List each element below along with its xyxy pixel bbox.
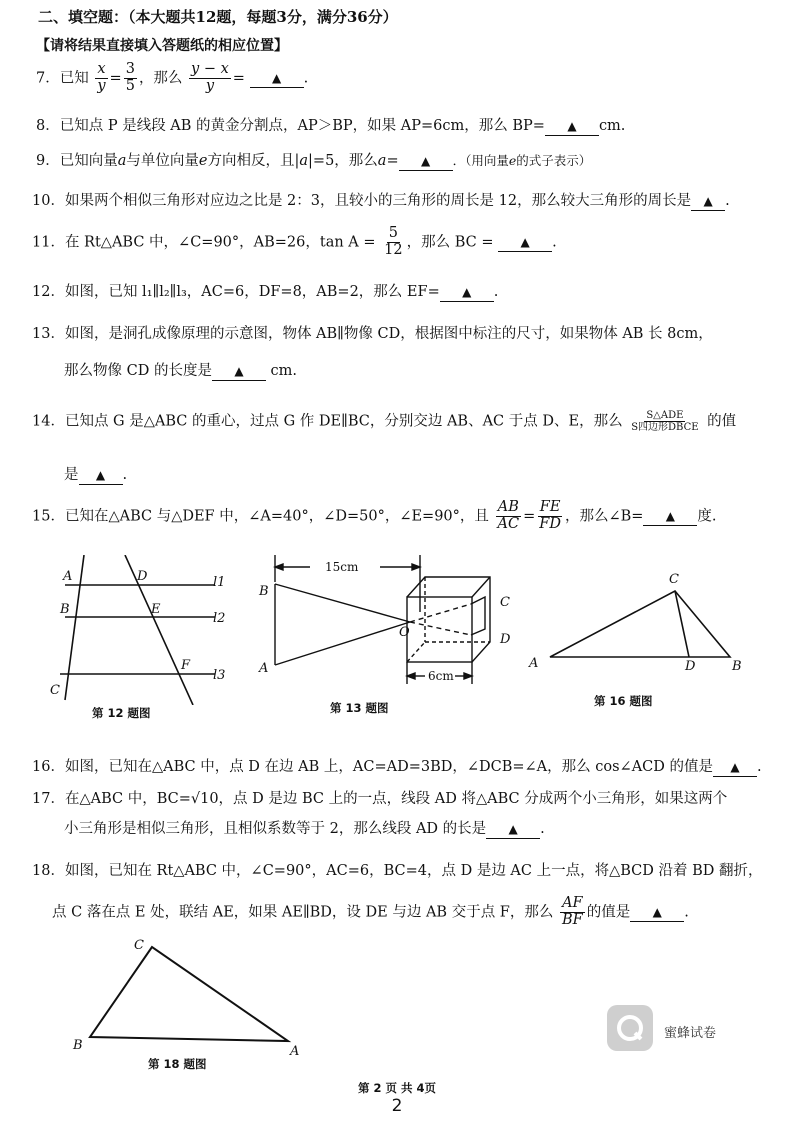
- label-c: C: [500, 595, 510, 610]
- answer-blank: ▲: [399, 154, 453, 171]
- answer-blank: ▲: [250, 71, 304, 88]
- question-15: 15．已知在△ABC 与△DEF 中，∠A=40°，∠D=50°，∠E=90°，且 $\frac{AB}{AC}$ = $\frac{FE}{FD}$ ，那么∠B= ▲ 度.: [32, 499, 717, 532]
- question-13-line2: 那么物像 CD 的长度是 ▲ cm.: [64, 363, 298, 379]
- image-cd: [471, 597, 485, 635]
- question-17-line1: 17．在△ABC 中，BC=√10，点 D 是边 BC 上的一点，线段 AD 将△ABC 分成两个小三角形，如果这两个: [32, 791, 728, 807]
- watermark-text: 蜜蜂试卷: [664, 1026, 717, 1041]
- label-b: B: [60, 602, 70, 617]
- section-title: 二、填空题：（本大题共12题，每题3分，满分36分）: [38, 8, 398, 26]
- question-18-line2: 点 C 落在点 E 处，联结 AE，如果 AE∥BD，设 DE 与边 AB 交于点 F，那么 $\frac{AF}{BF}$ 的值是 ▲ .: [52, 895, 689, 928]
- segment-cd: [675, 591, 689, 657]
- answer-blank: ▲: [713, 760, 757, 777]
- figure-12-caption: 第 12 题图: [92, 706, 151, 720]
- question-16: 16．如图，已知在△ABC 中，点 D 在边 AB 上，AC=AD=3BD，∠DCB=∠A，那么 cos∠ACD 的值是 ▲ .: [32, 759, 762, 775]
- label-a: A: [529, 656, 539, 671]
- question-14-line2: 是 ▲ .: [64, 467, 128, 483]
- answer-blank: ▲: [630, 905, 684, 922]
- question-7: 7．已知 $\frac{x}{y}$ = $\frac{3}{5}$ ，那么 $\frac{y - x}{y}$ = ▲ .: [36, 61, 309, 94]
- label-b: B: [259, 584, 269, 599]
- label-c: C: [134, 938, 144, 953]
- figure-16: [525, 565, 755, 680]
- answer-blank: ▲: [691, 194, 725, 211]
- question-12: 12．如图，已知 l₁∥l₂∥l₃，AC=6，DF=8，AB=2，那么 EF= ▲ .: [32, 284, 499, 300]
- question-17-line2: 小三角形是相似三角形，且相似系数等于 2，那么线段 AD 的长是 ▲ .: [64, 821, 545, 837]
- figure-13: [255, 552, 525, 692]
- label-o: O: [399, 625, 410, 640]
- label-a: A: [259, 661, 269, 676]
- label-c: C: [50, 683, 60, 698]
- figure-18-caption: 第 18 题图: [148, 1057, 207, 1071]
- label-f: F: [181, 658, 191, 673]
- question-10: 10．如果两个相似三角形对应边之比是 2：3，且较小的三角形的周长是 12，那么较大三角形的周长是 ▲ .: [32, 193, 730, 209]
- label-l2: l2: [213, 611, 226, 626]
- answer-blank: ▲: [79, 468, 123, 485]
- label-b: B: [732, 659, 742, 674]
- label-l1: l1: [213, 575, 226, 590]
- bee-logo-icon: [607, 1005, 653, 1051]
- label-b: B: [73, 1038, 83, 1053]
- answer-blank: ▲: [643, 509, 697, 526]
- label-a: A: [63, 569, 73, 584]
- answer-blank: ▲: [498, 235, 552, 252]
- triangle-cba: [90, 947, 288, 1041]
- page-footer: 第 2 页 共 4页: [357, 1081, 437, 1095]
- label-e: E: [151, 602, 161, 617]
- question-13-line1: 13．如图，是洞孔成像原理的示意图，物体 AB∥物像 CD，根据图中标注的尺寸，如果物体 AB 长 8cm，: [32, 326, 713, 342]
- label-d: D: [500, 632, 511, 647]
- transversal-df: [125, 555, 193, 705]
- triangle-abc: [550, 591, 730, 657]
- answer-blank: ▲: [440, 285, 494, 302]
- figure-16-caption: 第 16 题图: [594, 694, 653, 708]
- figure-18: [70, 935, 310, 1060]
- section-instruction: 【请将结果直接填入答题纸的相应位置】: [36, 38, 288, 54]
- label-d: D: [685, 659, 696, 674]
- page-number: 2: [391, 1096, 403, 1116]
- question-11: 11．在 Rt△ABC 中，∠C=90°，AB=26，tan A = $\frac{5}{12}$ ，那么 BC = ▲ .: [32, 225, 557, 258]
- label-a: A: [290, 1044, 300, 1059]
- dim-label-15cm: 15cm: [325, 560, 359, 574]
- question-14-line1: 14．已知点 G 是△ABC 的重心，过点 G 作 DE∥BC，分别交边 AB、AC 于点 D、E，那么 $\frac{\text{S△ADE}}{\text{S四边形DBCE}}$ 的值: [32, 410, 737, 433]
- dim-label-6cm: 6cm: [428, 669, 454, 683]
- question-18-line1: 18．如图，已知在 Rt△ABC 中，∠C=90°，AC=6，BC=4，点 D 是边 AC 上一点，将△BCD 沿着 BD 翻折，: [32, 863, 763, 879]
- label-c: C: [669, 572, 679, 587]
- label-d: D: [137, 569, 148, 584]
- answer-blank: ▲: [486, 822, 540, 839]
- question-9: 9．已知向量a与单位向量e方向相反，且|a|=5，那么a= ▲ ．（用向量e的式子表示）: [36, 153, 592, 169]
- question-8: 8．已知点 P 是线段 AB 的黄金分割点，AP＞BP，如果 AP=6cm，那么 BP= ▲ cm.: [36, 118, 626, 134]
- label-l3: l3: [213, 668, 226, 683]
- answer-blank: ▲: [212, 364, 266, 381]
- figure-12: [45, 555, 245, 705]
- figure-13-caption: 第 13 题图: [330, 701, 389, 715]
- answer-blank: ▲: [545, 119, 599, 136]
